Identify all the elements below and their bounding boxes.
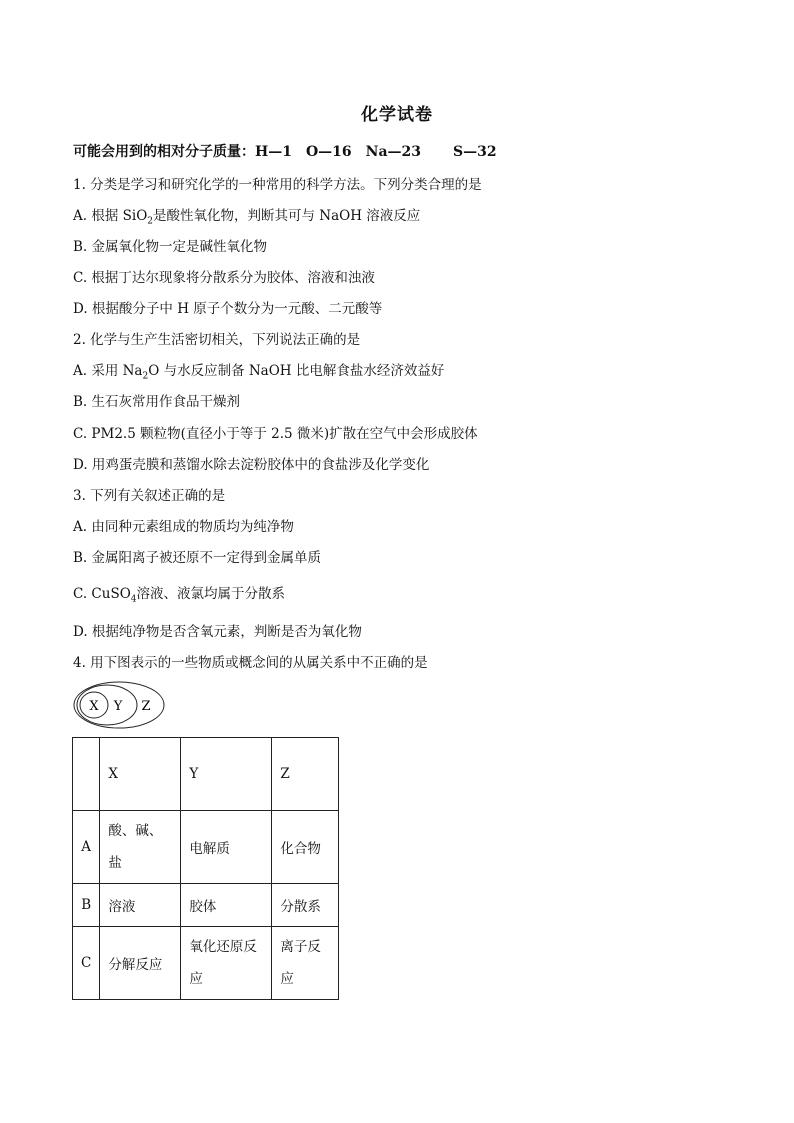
q1-stem: 1. 分类是学习和研究化学的一种常用的科学方法。下列分类合理的是 bbox=[73, 177, 482, 193]
q1-option-b: B. 金属氧化物一定是碱性氧化物 bbox=[73, 239, 268, 255]
venn-x-label: X bbox=[89, 699, 99, 714]
q2-stem: 2. 化学与生产生活密切相关，下列说法正确的是 bbox=[73, 332, 361, 348]
table-cell: 化合物 bbox=[272, 811, 339, 884]
q2-option-d: D. 用鸡蛋壳膜和蒸馏水除去淀粉胶体中的食盐涉及化学变化 bbox=[73, 457, 430, 473]
q2-option-c: C. PM2.5 颗粒物(直径小于等于 2.5 微米)扩散在空气中会形成胶体 bbox=[73, 426, 478, 442]
table-cell: 胶体 bbox=[181, 884, 272, 927]
table-cell: 离子反 应 bbox=[272, 927, 339, 1000]
mass-na: Na—23 bbox=[365, 144, 422, 160]
q4-stem: 4. 用下图表示的一些物质或概念间的从属关系中不正确的是 bbox=[73, 655, 428, 671]
table-cell: 溶液 bbox=[100, 884, 181, 927]
q1-option-a: A. 根据 SiO$_2$是酸性氧化物，判断其可与 NaOH 溶液反应 bbox=[73, 208, 421, 227]
page-title: 化学试卷 bbox=[361, 105, 433, 125]
table-header-cell: Y bbox=[181, 738, 272, 811]
table-header-row bbox=[73, 738, 339, 811]
mass-s: S—32 bbox=[453, 144, 497, 160]
table-row bbox=[73, 811, 339, 884]
q3-stem: 3. 下列有关叙述正确的是 bbox=[73, 488, 226, 504]
q3-option-d: D. 根据纯净物是否含氧元素，判断是否为氧化物 bbox=[73, 624, 362, 640]
table-cell: 氧化还原反 应 bbox=[181, 927, 272, 1000]
table-cell: 分解反应 bbox=[100, 927, 181, 1000]
venn-y-label: Y bbox=[113, 699, 123, 714]
table-cell: 分散系 bbox=[272, 884, 339, 927]
table-header-cell bbox=[73, 738, 100, 811]
q1-option-d: D. 根据酸分子中 H 原子个数分为一元酸、二元酸等 bbox=[73, 301, 383, 317]
row-label: B bbox=[73, 884, 100, 927]
mass-h: H—1 bbox=[255, 144, 292, 160]
q1-option-c: C. 根据丁达尔现象将分散系分为胶体、溶液和浊液 bbox=[73, 270, 375, 286]
table-header-cell: Z bbox=[272, 738, 339, 811]
q4-table bbox=[72, 737, 339, 1000]
venn-y-ellipse bbox=[77, 685, 137, 725]
q3-option-b: B. 金属阳离子被还原不一定得到金属单质 bbox=[73, 550, 322, 566]
row-label: A bbox=[73, 811, 100, 884]
table-cell: 酸、碱、 盐 bbox=[100, 811, 181, 884]
mass-o: O—16 bbox=[305, 144, 352, 160]
q2-option-a: A. 采用 $Na_2O$ 与水反应制备 NaOH 比电解食盐水经济效益好 bbox=[73, 363, 445, 382]
table-header-cell: X bbox=[100, 738, 181, 811]
venn-diagram bbox=[73, 680, 167, 730]
table-row bbox=[73, 884, 339, 927]
table-row bbox=[73, 927, 339, 1000]
row-label: C bbox=[73, 927, 100, 1000]
relative-mass-label: 可能会用到的相对分子质量： bbox=[73, 144, 255, 160]
q3-option-c: C. CuSO$_4$溶液、液氯均属于分散系 bbox=[73, 586, 286, 605]
table-cell: 电解质 bbox=[181, 811, 272, 884]
q3-option-a: A. 由同种元素组成的物质均为纯净物 bbox=[73, 519, 294, 535]
venn-z-label: Z bbox=[141, 699, 151, 714]
relative-mass-line bbox=[73, 141, 511, 161]
q2-option-b: B. 生石灰常用作食品干燥剂 bbox=[73, 394, 241, 410]
